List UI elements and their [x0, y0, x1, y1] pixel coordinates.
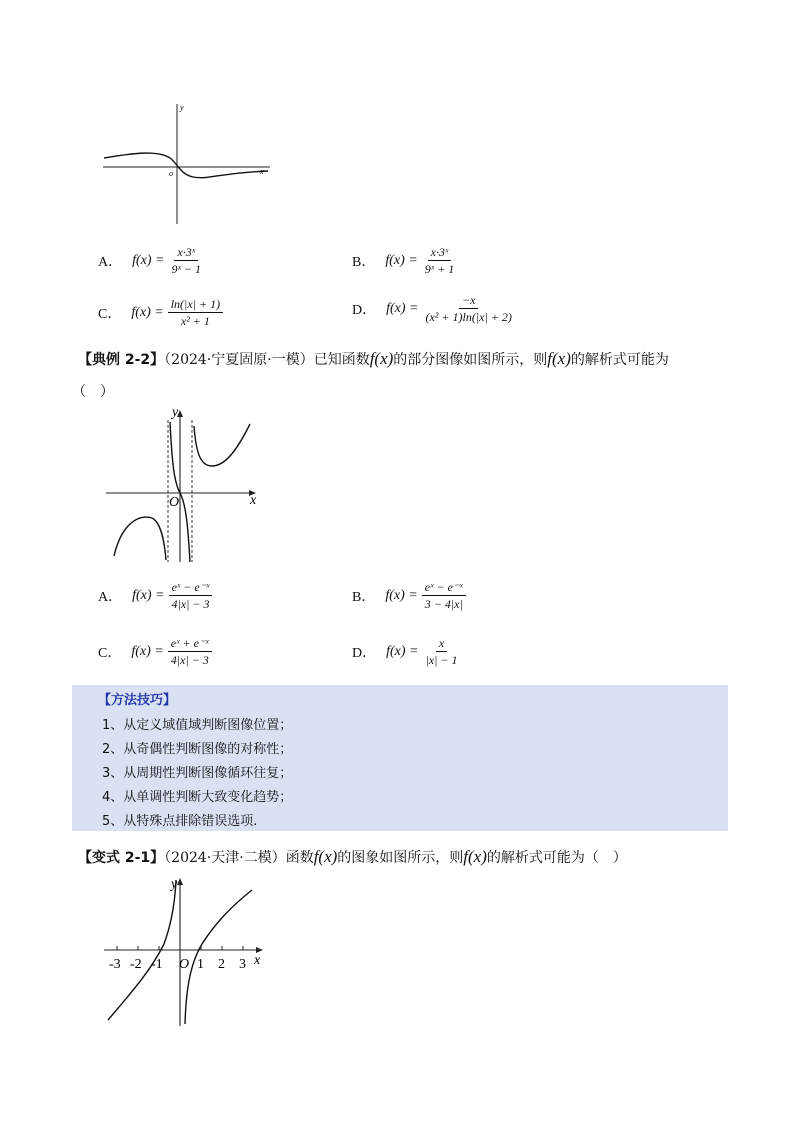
problem-text: 的部分图像如图所示，则 — [393, 352, 548, 368]
y-axis-label: y — [172, 405, 179, 420]
numerator: x·3ˣ — [428, 244, 452, 261]
option-d-2[interactable] — [352, 635, 461, 668]
function-symbol: f(x) — [547, 349, 571, 368]
tick-label: -2 — [130, 957, 142, 972]
option-label: D． — [352, 645, 377, 661]
answer-paren: （ ） — [72, 384, 114, 400]
tips-title: 【方法技巧】 — [98, 693, 177, 708]
denominator: (x² + 1)ln(|x| + 2) — [425, 310, 512, 324]
option-c-1[interactable] — [98, 296, 223, 329]
tick-label: -3 — [109, 957, 121, 972]
graph-1 — [98, 100, 278, 228]
option-b-2[interactable] — [352, 579, 466, 612]
formula-lhs: f(x) = — [132, 252, 165, 268]
problem-2-2-text — [78, 349, 669, 369]
tips-item: 4、从单调性判断大致变化趋势； — [102, 790, 293, 805]
formula-lhs: f(x) = — [386, 643, 419, 659]
formula-lhs: f(x) = — [385, 587, 418, 603]
option-label: C． — [98, 645, 122, 661]
option-b-1[interactable] — [352, 244, 457, 277]
problem-tag: 【典例 2-2】 — [78, 352, 165, 368]
option-d-1[interactable] — [352, 292, 515, 325]
option-label: C． — [98, 306, 122, 322]
option-a-1[interactable] — [98, 244, 204, 277]
formula-lhs: f(x) = — [386, 300, 419, 316]
denominator: 9ˣ + 1 — [424, 262, 455, 276]
numerator: x·3ˣ — [174, 244, 198, 261]
denominator: 9ˣ − 1 — [171, 262, 201, 276]
problem-tag: 【变式 2-1】 — [78, 850, 165, 866]
formula-lhs: f(x) = — [131, 304, 164, 320]
function-symbol: f(x) — [463, 847, 487, 866]
formula — [132, 244, 204, 277]
formula — [131, 635, 211, 668]
formula-lhs: f(x) = — [132, 587, 165, 603]
denominator: 3 − 4|x| — [424, 597, 463, 611]
formula-lhs: f(x) = — [385, 252, 418, 268]
problem-text: （2024·天津·二模）函数 — [164, 850, 314, 866]
tips-item: 1、从定义域值域判断图像位置； — [102, 718, 293, 733]
numerator: eˣ − e⁻ˣ — [169, 579, 213, 596]
x-axis-label: x — [254, 953, 261, 968]
option-label: B． — [352, 589, 376, 605]
numerator: x — [436, 635, 447, 652]
option-label: D． — [352, 302, 377, 318]
tick-label: 2 — [218, 957, 225, 972]
formula — [131, 296, 223, 329]
formula — [385, 579, 465, 612]
option-label: B． — [352, 254, 376, 270]
numerator: −x — [459, 292, 478, 309]
numerator: eˣ + e⁻ˣ — [168, 635, 212, 652]
tick-label: 1 — [197, 957, 204, 972]
option-label: A． — [98, 254, 123, 270]
origin-label: O — [169, 495, 180, 510]
method-tips-box — [72, 685, 728, 831]
problem-text: （2024·宁夏固原·一模）已知函数 — [164, 352, 370, 368]
formula — [385, 244, 457, 277]
tips-item: 2、从奇偶性判断图像的对称性； — [102, 742, 293, 757]
denominator: |x| − 1 — [425, 653, 458, 667]
y-axis-arrow — [177, 878, 183, 885]
formula — [386, 292, 515, 325]
denominator: 4|x| − 3 — [170, 653, 209, 667]
option-a-2[interactable] — [98, 579, 213, 612]
problem-text: 的解析式可能为（ ） — [486, 850, 627, 866]
tips-item: 5、从特殊点排除错误选项. — [102, 814, 258, 829]
numerator: eˣ − e⁻ˣ — [422, 579, 466, 596]
tick-label: -1 — [151, 957, 163, 972]
origin-label: O — [179, 957, 190, 972]
formula — [386, 635, 460, 668]
tick-label: 3 — [239, 957, 246, 972]
x-axis-label: x — [250, 493, 257, 508]
curve-right-branch — [194, 424, 250, 466]
problem-2-1-text — [78, 847, 627, 867]
curve-left-branch — [114, 517, 166, 560]
problem-text: 的解析式可能为 — [570, 352, 669, 368]
curve — [104, 153, 268, 178]
denominator: 4|x| − 3 — [171, 597, 210, 611]
y-axis-label: y — [180, 103, 184, 112]
x-axis-label: x — [260, 167, 264, 176]
graph-3 — [100, 872, 270, 1028]
function-symbol: f(x) — [369, 349, 394, 368]
tips-item: 3、从周期性判断图像循环往复； — [102, 766, 293, 781]
problem-text: 的图象如图所示，则 — [337, 850, 464, 866]
formula-lhs: f(x) = — [131, 643, 164, 659]
numerator: ln(|x| + 1) — [168, 296, 223, 313]
y-axis-label: y — [171, 877, 178, 892]
option-label: A． — [98, 589, 123, 605]
origin-label: o — [169, 169, 173, 178]
option-c-2[interactable] — [98, 635, 212, 668]
denominator: x² + 1 — [180, 314, 210, 328]
function-symbol: f(x) — [313, 847, 338, 866]
formula — [132, 579, 212, 612]
graph-2 — [100, 402, 265, 564]
